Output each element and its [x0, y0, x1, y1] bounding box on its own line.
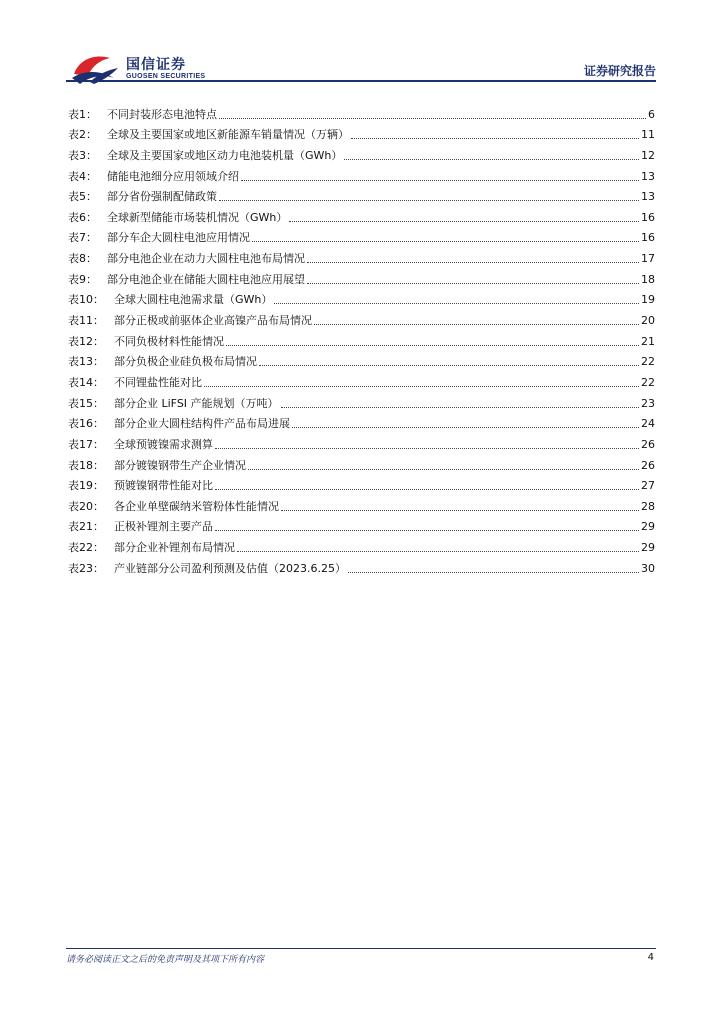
guosen-logo-icon	[70, 52, 122, 88]
toc-entry-number: 表4：	[68, 169, 97, 183]
toc-entry-number: 表1：	[68, 107, 97, 121]
toc-entry-number: 表3：	[68, 148, 97, 162]
toc-leader-dots	[215, 488, 639, 490]
toc-leader-dots	[314, 323, 639, 325]
toc-leader-dots	[215, 447, 639, 449]
toc-entry-title: 全球新型储能市场装机情况（GWh）	[107, 210, 288, 224]
toc-entry-title: 不同负极材料性能情况	[114, 334, 224, 348]
toc-entry-page: 28	[641, 499, 655, 513]
toc-entry-title: 部分省份强制配储政策	[107, 190, 217, 204]
toc-leader-dots	[348, 571, 639, 573]
toc-entry[interactable]	[68, 514, 655, 535]
toc-entry-page: 20	[641, 314, 655, 328]
toc-entry[interactable]	[68, 204, 655, 225]
toc-entry[interactable]	[68, 307, 655, 328]
toc-entry-page: 13	[641, 169, 655, 183]
logo-chinese-name: 国信证券	[126, 57, 186, 73]
toc-entry-title: 部分车企大圆柱电池应用情况	[107, 231, 250, 245]
toc-entry[interactable]	[68, 473, 655, 494]
toc-entry[interactable]	[68, 411, 655, 432]
page-number: 4	[647, 952, 654, 963]
toc-entry[interactable]	[68, 534, 655, 555]
toc-entry-page: 19	[641, 293, 655, 307]
toc-entry-number: 表11：	[68, 314, 104, 328]
toc-entry-title: 全球大圆柱电池需求量（GWh）	[114, 293, 273, 307]
header-divider	[66, 80, 656, 82]
toc-entry-number: 表2：	[68, 128, 97, 142]
footer-divider	[66, 948, 656, 949]
toc-entry-number: 表17：	[68, 437, 104, 451]
toc-entry[interactable]	[68, 122, 655, 143]
toc-entry[interactable]	[68, 328, 655, 349]
toc-leader-dots	[344, 158, 639, 160]
toc-entry-number: 表14：	[68, 375, 104, 389]
toc-entry-number: 表15：	[68, 396, 104, 410]
toc-entry-page: 27	[641, 479, 655, 493]
toc-entry-number: 表10：	[68, 293, 104, 307]
toc-entry-page: 23	[641, 396, 655, 410]
toc-entry[interactable]	[68, 349, 655, 370]
toc-entry-title: 部分正极或前驱体企业高镍产品布局情况	[114, 314, 312, 328]
toc-entry[interactable]	[68, 266, 655, 287]
toc-entry-page: 29	[641, 520, 655, 534]
toc-leader-dots	[219, 199, 639, 201]
toc-entry-title: 全球及主要国家或地区动力电池装机量（GWh）	[107, 148, 343, 162]
toc-entry-number: 表20：	[68, 499, 104, 513]
toc-leader-dots	[204, 385, 639, 387]
toc-entry[interactable]	[68, 225, 655, 246]
toc-entry[interactable]	[68, 390, 655, 411]
toc-entry-number: 表23：	[68, 561, 104, 575]
toc-leader-dots	[259, 364, 639, 366]
toc-entry-page: 26	[641, 458, 655, 472]
toc-entry-page: 24	[641, 417, 655, 431]
toc-entry-page: 13	[641, 190, 655, 204]
toc-entry-title: 全球及主要国家或地区新能源车销量情况（万辆）	[107, 128, 349, 142]
toc-entry[interactable]	[68, 452, 655, 473]
toc-entry-number: 表7：	[68, 231, 97, 245]
toc-entry-page: 22	[641, 355, 655, 369]
guosen-logo	[70, 52, 230, 88]
toc-entry-number: 表12：	[68, 334, 104, 348]
toc-entry-title: 部分负极企业硅负极布局情况	[114, 355, 257, 369]
toc-entry-page: 29	[641, 541, 655, 555]
toc-entry-number: 表5：	[68, 190, 97, 204]
toc-leader-dots	[241, 179, 639, 181]
toc-entry[interactable]	[68, 369, 655, 390]
toc-entry-number: 表6：	[68, 210, 97, 224]
toc-entry-page: 12	[641, 148, 655, 162]
toc-entry[interactable]	[68, 101, 655, 122]
toc-entry[interactable]	[68, 431, 655, 452]
toc-entry-number: 表21：	[68, 520, 104, 534]
toc-entry-title: 部分企业大圆柱结构件产品布局进展	[114, 417, 290, 431]
toc-entry-title: 部分镀镍钢带生产企业情况	[114, 458, 246, 472]
toc-entry-number: 表18：	[68, 458, 104, 472]
toc-leader-dots	[307, 282, 639, 284]
table-of-tables	[68, 101, 655, 576]
toc-entry-number: 表8：	[68, 252, 97, 266]
toc-entry-page: 16	[641, 231, 655, 245]
toc-entry[interactable]	[68, 287, 655, 308]
toc-leader-dots	[289, 220, 639, 222]
toc-entry-title: 部分企业补锂剂布局情况	[114, 541, 235, 555]
toc-leader-dots	[248, 468, 639, 470]
toc-leader-dots	[307, 261, 639, 263]
toc-entry[interactable]	[68, 555, 655, 576]
toc-leader-dots	[292, 426, 639, 428]
page-header	[0, 0, 724, 90]
toc-entry-title: 全球预镀镍需求测算	[114, 437, 213, 451]
toc-entry-title: 不同封装形态电池特点	[107, 107, 217, 121]
toc-entry-page: 21	[641, 334, 655, 348]
toc-entry-page: 30	[641, 561, 655, 575]
toc-entry-title: 预镀镍钢带性能对比	[114, 479, 213, 493]
logo-english-name: GUOSEN SECURITIES	[126, 73, 206, 80]
toc-entry-number: 表16：	[68, 417, 104, 431]
toc-leader-dots	[252, 240, 639, 242]
toc-entry-title: 部分电池企业在储能大圆柱电池应用展望	[107, 272, 305, 286]
toc-entry[interactable]	[68, 493, 655, 514]
toc-entry[interactable]	[68, 184, 655, 205]
toc-entry[interactable]	[68, 245, 655, 266]
toc-entry-page: 11	[641, 128, 655, 142]
toc-entry-title: 储能电池细分应用领域介绍	[107, 169, 239, 183]
toc-entry-page: 6	[648, 107, 655, 121]
toc-entry-page: 26	[641, 437, 655, 451]
toc-entry[interactable]	[68, 142, 655, 163]
toc-entry[interactable]	[68, 163, 655, 184]
toc-leader-dots	[281, 509, 639, 511]
report-type-label: 证券研究报告	[583, 64, 656, 78]
toc-leader-dots	[215, 529, 639, 531]
toc-entry-page: 17	[641, 252, 655, 266]
toc-entry-number: 表19：	[68, 479, 104, 493]
toc-entry-number: 表13：	[68, 355, 104, 369]
toc-entry-page: 16	[641, 210, 655, 224]
toc-leader-dots	[237, 550, 639, 552]
toc-leader-dots	[226, 344, 639, 346]
toc-entry-number: 表22：	[68, 541, 104, 555]
toc-leader-dots	[281, 406, 639, 408]
toc-entry-page: 22	[641, 375, 655, 389]
toc-entry-title: 部分企业 LiFSI 产能规划（万吨）	[114, 396, 279, 410]
toc-leader-dots	[351, 137, 639, 139]
toc-entry-title: 部分电池企业在动力大圆柱电池布局情况	[107, 252, 305, 266]
toc-leader-dots	[219, 117, 646, 119]
disclaimer-text: 请务必阅读正文之后的免责声明及其项下所有内容	[66, 955, 265, 965]
toc-leader-dots	[274, 302, 639, 304]
toc-entry-page: 18	[641, 272, 655, 286]
toc-entry-title: 正极补锂剂主要产品	[114, 520, 213, 534]
toc-entry-title: 各企业单壁碳纳米管粉体性能情况	[114, 499, 279, 513]
toc-entry-title: 产业链部分公司盈利预测及估值（2023.6.25）	[114, 561, 346, 575]
toc-entry-title: 不同锂盐性能对比	[114, 375, 202, 389]
toc-entry-number: 表9：	[68, 272, 97, 286]
